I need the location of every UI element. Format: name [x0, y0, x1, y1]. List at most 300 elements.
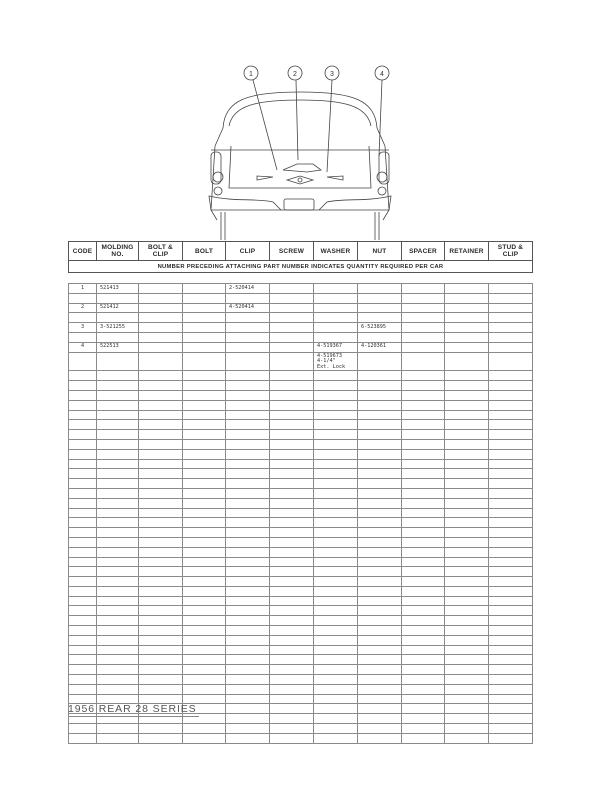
cell-stud-clip	[489, 557, 533, 567]
cell-code	[69, 313, 97, 323]
cell-clip	[226, 469, 270, 479]
cell-retainer	[445, 675, 489, 685]
cell-retainer	[445, 390, 489, 400]
cell-nut	[358, 528, 402, 538]
cell-retainer	[445, 498, 489, 508]
cell-code	[69, 508, 97, 518]
cell-screw	[270, 714, 314, 724]
cell-nut	[358, 410, 402, 420]
cell-spacer	[402, 675, 445, 685]
cell-code	[69, 547, 97, 557]
cell-spacer	[402, 733, 445, 743]
cell-retainer	[445, 332, 489, 342]
cell-retainer	[445, 694, 489, 704]
cell-nut	[358, 313, 402, 323]
cell-stud-clip	[489, 508, 533, 518]
cell-washer	[314, 606, 358, 616]
cell-spacer	[402, 488, 445, 498]
cell-clip	[226, 342, 270, 352]
cell-retainer	[445, 488, 489, 498]
cell-clip	[226, 675, 270, 685]
cell-screw	[270, 724, 314, 734]
cell-nut	[358, 567, 402, 577]
cell-bolt	[183, 323, 226, 333]
cell-bolt-clip	[139, 557, 183, 567]
cell-bolt-clip	[139, 655, 183, 665]
cell-clip	[226, 313, 270, 323]
cell-stud-clip	[489, 439, 533, 449]
cell-retainer	[445, 626, 489, 636]
cell-spacer	[402, 567, 445, 577]
cell-spacer	[402, 352, 445, 371]
cell-molding-no: 521412	[97, 303, 139, 313]
cell-screw	[270, 596, 314, 606]
cell-screw	[270, 449, 314, 459]
table-gap-row	[69, 273, 533, 284]
cell-bolt-clip	[139, 381, 183, 391]
cell-screw	[270, 342, 314, 352]
cell-molding-no	[97, 449, 139, 459]
cell-washer	[314, 488, 358, 498]
cell-spacer	[402, 313, 445, 323]
cell-molding-no	[97, 724, 139, 734]
cell-clip	[226, 626, 270, 636]
cell-code	[69, 655, 97, 665]
cell-stud-clip	[489, 645, 533, 655]
cell-screw	[270, 684, 314, 694]
cell-bolt	[183, 596, 226, 606]
cell-bolt	[183, 284, 226, 294]
table-row	[69, 323, 533, 333]
cell-retainer	[445, 586, 489, 596]
callout-label-4: 4	[380, 71, 384, 78]
cell-spacer	[402, 655, 445, 665]
cell-nut	[358, 449, 402, 459]
cell-spacer	[402, 537, 445, 547]
cell-screw	[270, 420, 314, 430]
cell-bolt	[183, 645, 226, 655]
table-row	[69, 635, 533, 645]
cell-bolt	[183, 390, 226, 400]
cell-stud-clip	[489, 498, 533, 508]
cell-clip	[226, 567, 270, 577]
table-row	[69, 400, 533, 410]
cell-retainer	[445, 381, 489, 391]
cell-stud-clip	[489, 400, 533, 410]
cell-nut	[358, 469, 402, 479]
cell-spacer	[402, 596, 445, 606]
cell-code	[69, 635, 97, 645]
cell-molding-no	[97, 518, 139, 528]
cell-screw	[270, 313, 314, 323]
cell-clip	[226, 586, 270, 596]
cell-nut	[358, 655, 402, 665]
cell-retainer	[445, 293, 489, 303]
cell-stud-clip	[489, 342, 533, 352]
cell-clip	[226, 724, 270, 734]
cell-nut	[358, 400, 402, 410]
cell-clip	[226, 459, 270, 469]
cell-molding-no	[97, 537, 139, 547]
cell-bolt	[183, 586, 226, 596]
cell-bolt	[183, 479, 226, 489]
cell-bolt	[183, 342, 226, 352]
cell-bolt	[183, 518, 226, 528]
cell-screw	[270, 332, 314, 342]
cell-washer	[314, 439, 358, 449]
cell-bolt-clip	[139, 459, 183, 469]
cell-nut	[358, 498, 402, 508]
cell-nut	[358, 704, 402, 714]
cell-nut	[358, 665, 402, 675]
cell-bolt-clip	[139, 528, 183, 538]
cell-spacer	[402, 498, 445, 508]
table-row	[69, 313, 533, 323]
cell-bolt	[183, 352, 226, 371]
cell-screw	[270, 400, 314, 410]
cell-retainer	[445, 547, 489, 557]
cell-washer	[314, 675, 358, 685]
cell-spacer	[402, 323, 445, 333]
cell-bolt	[183, 430, 226, 440]
cell-bolt	[183, 675, 226, 685]
cell-washer	[314, 332, 358, 342]
cell-clip: 4-520414	[226, 303, 270, 313]
cell-bolt-clip	[139, 518, 183, 528]
table-row	[69, 371, 533, 381]
cell-code	[69, 557, 97, 567]
cell-code: 4	[69, 342, 97, 352]
cell-code	[69, 606, 97, 616]
cell-bolt	[183, 488, 226, 498]
cell-spacer	[402, 694, 445, 704]
cell-clip	[226, 488, 270, 498]
cell-bolt-clip	[139, 684, 183, 694]
cell-stud-clip	[489, 284, 533, 294]
column-header-stud-clip: STUD & CLIP	[489, 242, 533, 261]
cell-washer	[314, 733, 358, 743]
cell-bolt	[183, 733, 226, 743]
cell-code	[69, 332, 97, 342]
cell-retainer	[445, 733, 489, 743]
cell-washer	[314, 577, 358, 587]
cell-nut	[358, 518, 402, 528]
cell-spacer	[402, 645, 445, 655]
table-row	[69, 537, 533, 547]
cell-washer: 4-519367	[314, 342, 358, 352]
cell-retainer	[445, 665, 489, 675]
cell-bolt-clip	[139, 537, 183, 547]
cell-nut: 6-523895	[358, 323, 402, 333]
callout-label-1: 1	[249, 71, 253, 78]
footer-underline	[68, 716, 199, 717]
cell-molding-no	[97, 479, 139, 489]
cell-retainer	[445, 537, 489, 547]
table-row	[69, 479, 533, 489]
cell-clip	[226, 577, 270, 587]
cell-clip	[226, 547, 270, 557]
cell-stud-clip	[489, 323, 533, 333]
cell-code: 2	[69, 303, 97, 313]
cell-washer	[314, 400, 358, 410]
cell-spacer	[402, 381, 445, 391]
cell-spacer	[402, 547, 445, 557]
cell-retainer	[445, 518, 489, 528]
cell-clip	[226, 390, 270, 400]
cell-retainer	[445, 724, 489, 734]
cell-spacer	[402, 724, 445, 734]
cell-bolt-clip	[139, 439, 183, 449]
cell-bolt	[183, 293, 226, 303]
cell-bolt-clip	[139, 293, 183, 303]
column-header-bolt-clip: BOLT & CLIP	[139, 242, 183, 261]
cell-molding-no	[97, 616, 139, 626]
cell-molding-no	[97, 675, 139, 685]
column-header-washer: WASHER	[314, 242, 358, 261]
table-row	[69, 390, 533, 400]
cell-retainer	[445, 400, 489, 410]
cell-retainer	[445, 684, 489, 694]
cell-clip	[226, 606, 270, 616]
cell-bolt-clip	[139, 323, 183, 333]
cell-screw	[270, 352, 314, 371]
cell-bolt-clip	[139, 675, 183, 685]
cell-clip	[226, 381, 270, 391]
cell-screw	[270, 371, 314, 381]
cell-molding-no	[97, 635, 139, 645]
table-row	[69, 449, 533, 459]
cell-stud-clip	[489, 313, 533, 323]
column-header-retainer: RETAINER	[445, 242, 489, 261]
cell-screw	[270, 323, 314, 333]
cell-nut	[358, 596, 402, 606]
cell-stud-clip	[489, 694, 533, 704]
cell-bolt-clip	[139, 352, 183, 371]
cell-bolt-clip	[139, 342, 183, 352]
cell-screw	[270, 459, 314, 469]
cell-screw	[270, 635, 314, 645]
table-row	[69, 508, 533, 518]
cell-bolt	[183, 684, 226, 694]
cell-clip	[226, 616, 270, 626]
cell-bolt-clip	[139, 626, 183, 636]
cell-stud-clip	[489, 733, 533, 743]
cell-bolt	[183, 528, 226, 538]
cell-spacer	[402, 469, 445, 479]
cell-washer	[314, 528, 358, 538]
cell-clip	[226, 635, 270, 645]
cell-clip	[226, 596, 270, 606]
cell-nut	[358, 508, 402, 518]
cell-nut	[358, 714, 402, 724]
cell-bolt	[183, 606, 226, 616]
cell-spacer	[402, 704, 445, 714]
table-row	[69, 567, 533, 577]
cell-screw	[270, 655, 314, 665]
cell-washer	[314, 704, 358, 714]
cell-bolt-clip	[139, 469, 183, 479]
cell-stud-clip	[489, 567, 533, 577]
cell-clip	[226, 557, 270, 567]
cell-stud-clip	[489, 352, 533, 371]
cell-washer	[314, 508, 358, 518]
cell-retainer	[445, 420, 489, 430]
cell-nut	[358, 293, 402, 303]
cell-spacer	[402, 303, 445, 313]
cell-washer	[314, 694, 358, 704]
cell-code	[69, 645, 97, 655]
cell-nut	[358, 635, 402, 645]
cell-stud-clip	[489, 606, 533, 616]
column-header-spacer: SPACER	[402, 242, 445, 261]
cell-molding-no	[97, 586, 139, 596]
cell-screw	[270, 508, 314, 518]
cell-clip	[226, 694, 270, 704]
cell-molding-no	[97, 596, 139, 606]
cell-washer	[314, 313, 358, 323]
cell-nut	[358, 537, 402, 547]
cell-nut	[358, 488, 402, 498]
cell-nut	[358, 724, 402, 734]
cell-nut	[358, 684, 402, 694]
cell-clip	[226, 352, 270, 371]
table-row	[69, 293, 533, 303]
cell-code	[69, 733, 97, 743]
cell-code	[69, 586, 97, 596]
cell-nut	[358, 733, 402, 743]
cell-molding-no	[97, 508, 139, 518]
table-row	[69, 645, 533, 655]
cell-washer	[314, 293, 358, 303]
cell-washer	[314, 547, 358, 557]
cell-spacer	[402, 684, 445, 694]
cell-screw	[270, 665, 314, 675]
cell-spacer	[402, 449, 445, 459]
cell-nut	[358, 332, 402, 342]
cell-clip	[226, 704, 270, 714]
table-row	[69, 420, 533, 430]
cell-nut	[358, 557, 402, 567]
cell-molding-no	[97, 547, 139, 557]
table-row	[69, 675, 533, 685]
cell-washer	[314, 284, 358, 294]
column-header-molding-no: MOLDING NO.	[97, 242, 139, 261]
cell-molding-no	[97, 313, 139, 323]
cell-washer	[314, 303, 358, 313]
cell-nut	[358, 430, 402, 440]
cell-bolt	[183, 381, 226, 391]
cell-bolt	[183, 508, 226, 518]
cell-molding-no	[97, 665, 139, 675]
cell-clip	[226, 420, 270, 430]
cell-code	[69, 293, 97, 303]
table-row	[69, 518, 533, 528]
cell-code	[69, 724, 97, 734]
cell-spacer	[402, 439, 445, 449]
cell-stud-clip	[489, 469, 533, 479]
table-row	[69, 488, 533, 498]
cell-stud-clip	[489, 655, 533, 665]
table-row	[69, 586, 533, 596]
cell-spacer	[402, 577, 445, 587]
table-row	[69, 332, 533, 342]
cell-nut	[358, 352, 402, 371]
cell-screw	[270, 606, 314, 616]
cell-washer	[314, 665, 358, 675]
table-row	[69, 410, 533, 420]
cell-code	[69, 469, 97, 479]
cell-retainer	[445, 567, 489, 577]
cell-nut	[358, 459, 402, 469]
cell-clip	[226, 684, 270, 694]
cell-stud-clip	[489, 381, 533, 391]
cell-spacer	[402, 508, 445, 518]
cell-nut	[358, 645, 402, 655]
cell-clip	[226, 528, 270, 538]
cell-bolt-clip	[139, 508, 183, 518]
column-header-screw: SCREW	[270, 242, 314, 261]
cell-spacer	[402, 284, 445, 294]
cell-spacer	[402, 665, 445, 675]
cell-molding-no	[97, 390, 139, 400]
cell-code	[69, 528, 97, 538]
cell-screw	[270, 567, 314, 577]
cell-clip	[226, 714, 270, 724]
cell-stud-clip	[489, 626, 533, 636]
cell-spacer	[402, 332, 445, 342]
cell-stud-clip	[489, 430, 533, 440]
cell-bolt	[183, 557, 226, 567]
cell-spacer	[402, 528, 445, 538]
cell-stud-clip	[489, 420, 533, 430]
cell-retainer	[445, 577, 489, 587]
cell-clip	[226, 733, 270, 743]
cell-molding-no	[97, 557, 139, 567]
cell-code: 1	[69, 284, 97, 294]
cell-clip	[226, 508, 270, 518]
table-row	[69, 557, 533, 567]
cell-code	[69, 381, 97, 391]
cell-clip	[226, 332, 270, 342]
cell-molding-no	[97, 488, 139, 498]
cell-stud-clip	[489, 303, 533, 313]
cell-washer	[314, 626, 358, 636]
cell-retainer	[445, 469, 489, 479]
cell-bolt	[183, 332, 226, 342]
column-header-code: CODE	[69, 242, 97, 261]
cell-molding-no	[97, 439, 139, 449]
cell-screw	[270, 284, 314, 294]
cell-bolt-clip	[139, 390, 183, 400]
cell-molding-no	[97, 645, 139, 655]
cell-washer	[314, 684, 358, 694]
cell-code: 3	[69, 323, 97, 333]
cell-washer	[314, 420, 358, 430]
table-row	[69, 733, 533, 743]
cell-spacer	[402, 400, 445, 410]
cell-clip	[226, 430, 270, 440]
cell-stud-clip	[489, 371, 533, 381]
footer-title: 1956 REAR 28 SERIES	[68, 703, 197, 715]
cell-molding-no	[97, 420, 139, 430]
cell-washer	[314, 479, 358, 489]
cell-nut	[358, 371, 402, 381]
cell-nut	[358, 420, 402, 430]
cell-stud-clip	[489, 675, 533, 685]
cell-bolt-clip	[139, 303, 183, 313]
cell-code	[69, 352, 97, 371]
cell-bolt	[183, 724, 226, 734]
